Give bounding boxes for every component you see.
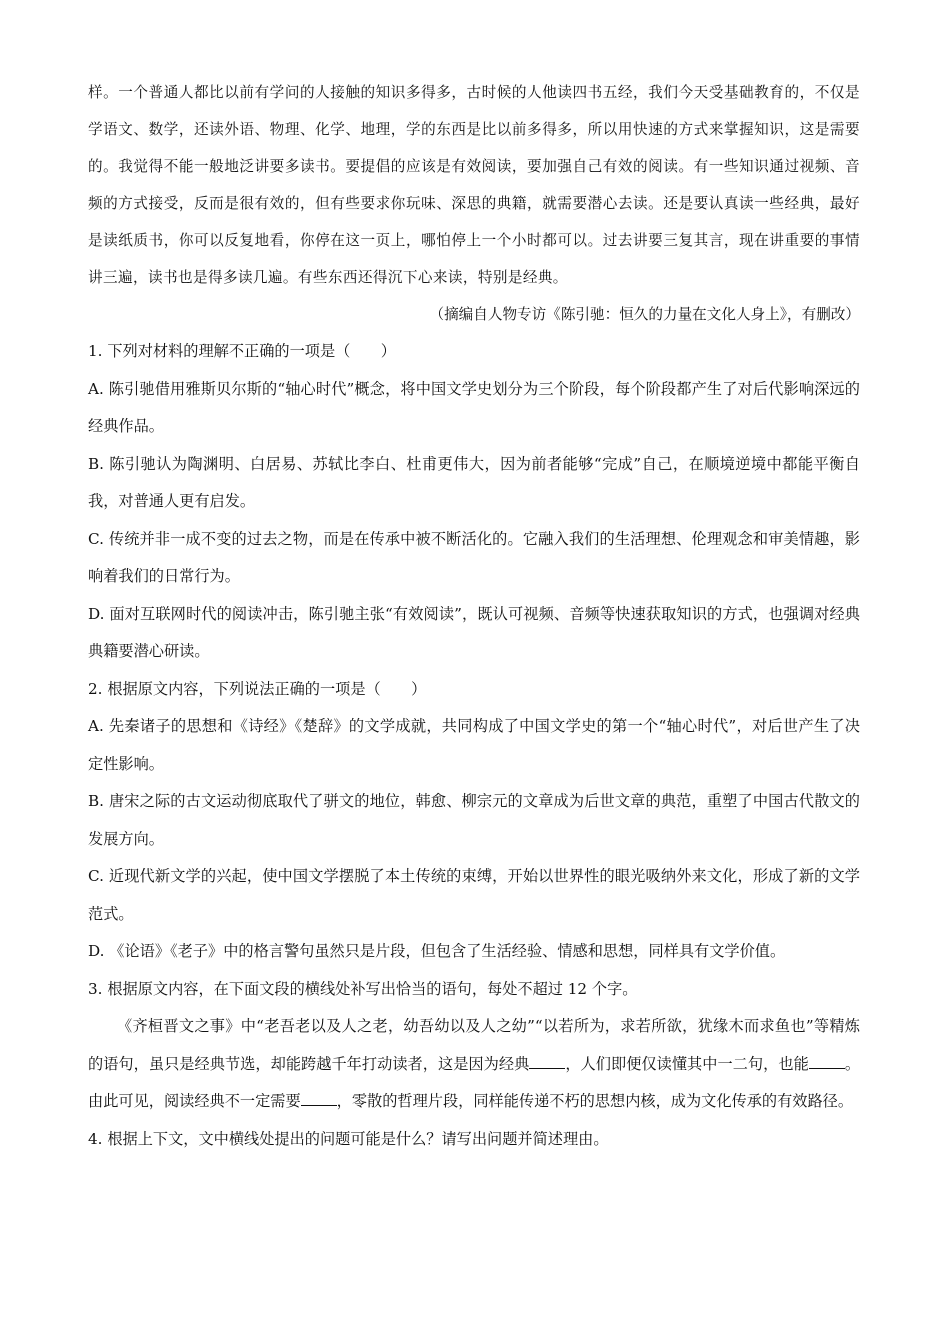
question-4-stem: 4. 根据上下文，文中横线处提出的问题可能是什么？请写出问题并简述理由。 — [88, 1129, 609, 1148]
question-2-stem: 2. 根据原文内容，下列说法正确的一项是（ ） — [88, 679, 427, 698]
question-3-fill-text — [88, 1008, 860, 1121]
question-3-blank-3[interactable] — [301, 1090, 337, 1106]
question-3-text-part-2: ，人们即便仅读懂其中一二句，也能 — [565, 1054, 809, 1073]
passage-paragraph: 样。一个普通人都比以前有学问的人接触的知识多得多，古时候的人他读四书五经，我们今天受基础教育的，不仅是学语文、数学，还读外语、物理、化学、地理，学的东西是比以前多得多，所以用快速的方式来掌握知识，这是需要的。我觉得不能一般地泛讲要多读书。要提倡的应该是有效阅读，要加强自己有效的阅读。有一些知识通过视频、音频的方式接受，反而是很有效的，但有些要求你玩味、深思的典籍，就需要潜心去读。还是要认真读一些经典，最好是读纸质书，你可以反复地看，你停在这一页上，哪怕停上一个小时都可以。过去讲要三复其言，现在讲重要的事情讲三遍，读书也是得多读几遍。有些东西还得沉下心来读，特别是经典。 — [88, 84, 860, 286]
question-3-blank-1[interactable] — [529, 1052, 565, 1068]
question-1-option-b: B. 陈引驰认为陶渊明、白居易、苏轼比李白、杜甫更伟大，因为前者能够“完成”自己，在顺境逆境中都能平衡自我，对普通人更有启发。 — [88, 454, 860, 510]
question-3-blank-2[interactable] — [809, 1052, 845, 1068]
question-1-option-c: C. 传统并非一成不变的过去之物，而是在传承中被不断活化的。它融入我们的生活理想、伦理观念和审美情趣，影响着我们的日常行为。 — [88, 529, 860, 585]
question-2-option-c: C. 近现代新文学的兴起，使中国文学摆脱了本土传统的束缚，开始以世界性的眼光吸纳外来文化，形成了新的文学范式。 — [88, 867, 860, 923]
question-1-option-d: D. 面对互联网时代的阅读冲击，陈引驰主张“有效阅读”，既认可视频、音频等快速获取知识的方式，也强调对经典典籍要潜心研读。 — [88, 604, 860, 660]
question-2-option-b: B. 唐宋之际的古文运动彻底取代了骈文的地位，韩愈、柳宗元的文章成为后世文章的典范，重塑了中国古代散文的发展方向。 — [88, 792, 860, 848]
question-1-option-a: A. 陈引驰借用雅斯贝尔斯的“轴心时代”概念，将中国文学史划分为三个阶段，每个阶段都产生了对后代影响深远的经典作品。 — [88, 379, 860, 435]
question-3-stem: 3. 根据原文内容，在下面文段的横线处补写出恰当的语句，每处不超过 12 个字。 — [88, 979, 638, 998]
exam-page — [88, 74, 860, 1158]
question-3-text-part-4: ，零散的哲理片段，同样能传递不朽的思想内核，成为文化传承的有效路径。 — [336, 1092, 853, 1110]
question-2-option-a: A. 先秦诸子的思想和《诗经》《楚辞》的文学成就，共同构成了中国文学史的第一个“轴心时代”，对后世产生了决定性影响。 — [88, 717, 860, 773]
question-1-stem: 1. 下列对材料的理解不正确的一项是（ ） — [88, 342, 396, 360]
passage-source: （摘编自人物专访《陈引驰：恒久的力量在文化人身上》，有删改） — [429, 306, 860, 323]
question-3-text-part-3: 。由此可见，阅读经典不一定需要 — [88, 1054, 861, 1110]
question-3-text-part-1: 《齐桓晋文之事》中“老吾老以及人之老，幼吾幼以及人之幼”“以若所为，求若所欲，犹缘木而求鱼也”等精炼的语句，虽只是经典节选，却能跨越千年打动读者，这是因为经典 — [88, 1017, 860, 1073]
question-2-option-d: D. 《论语》《老子》中的格言警句虽然只是片段，但包含了生活经验、情感和思想，同样具有文学价值。 — [88, 942, 786, 960]
